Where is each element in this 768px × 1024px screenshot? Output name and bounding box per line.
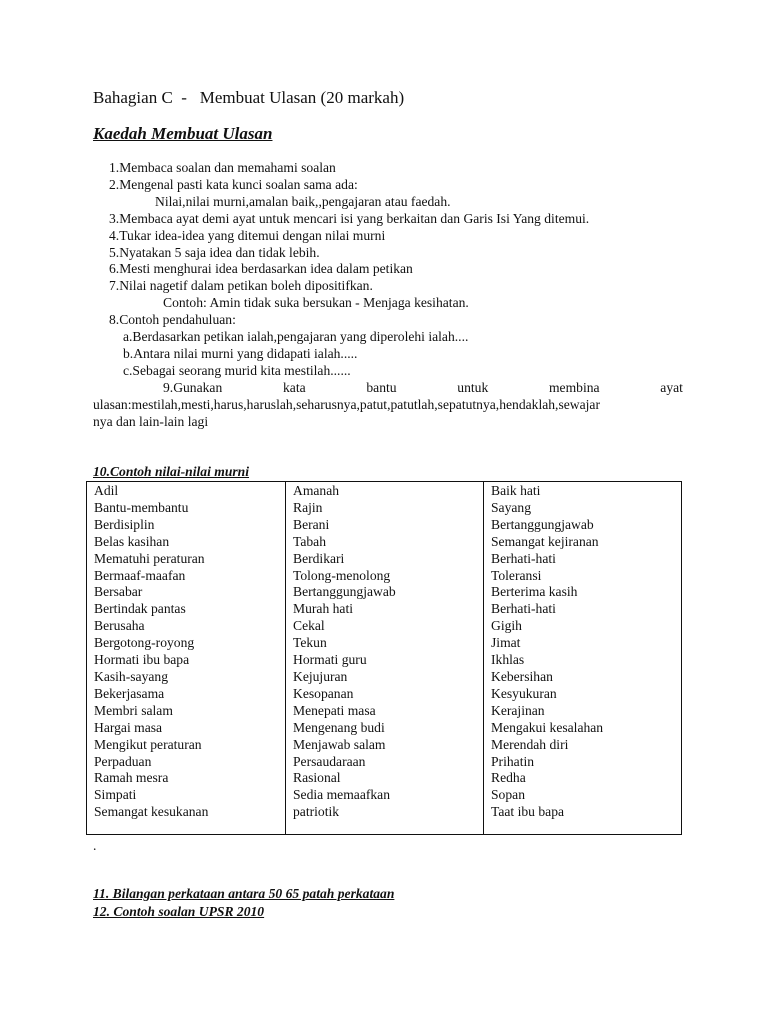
table-cell: Berani [293,516,330,532]
table-cell: Persaudaraan [293,753,366,769]
table-cell: Bertindak pantas [94,601,186,617]
values-table [86,481,682,835]
table-cell: Berdisiplin [94,516,155,532]
table-cell: Berdikari [293,550,345,566]
table-cell: Bersabar [94,584,143,600]
table-cell: Menjawab salam [293,736,386,752]
table-cell: Mengikut peraturan [94,736,202,752]
table-cell: Berhati-hati [491,601,556,617]
page-title: Bahagian C - Membuat Ulasan (20 markah) [93,88,405,107]
table-cell: Mematuhi peraturan [94,550,205,566]
step-8b: b.Antara nilai murni yang didapati ialah..... [123,345,358,361]
step-8a: a.Berdasarkan petikan ialah,pengajaran yang diperolehi ialah.... [123,329,469,345]
table-cell: Redha [491,770,526,786]
section-10-title: 10.Contoh nilai-nilai murni [93,464,250,479]
step-5: 5.Nyatakan 5 saja idea dan tidak lebih. [109,244,320,260]
table-cell: Kasih-sayang [94,668,168,684]
table-cell: Bermaaf-maafan [94,567,186,583]
table-cell: Prihatin [491,753,535,769]
table-cell: Sopan [491,787,525,803]
step-8: 8.Contoh pendahuluan: [109,312,236,328]
table-cell: Amanah [293,483,340,498]
table-cell: Ikhlas [491,652,525,668]
table-cell: Ramah mesra [94,770,169,786]
step-9-word: 9.Gunakan [163,379,223,395]
section-11-title: 11. Bilangan perkataan antara 50 65 patah perkataan [93,886,395,901]
table-cell: Sedia memaafkan [293,787,391,803]
table-cell: Jimat [491,635,521,651]
table-cell: Taat ibu bapa [491,804,565,820]
table-cell: Murah hati [293,601,354,617]
table-cell: Hormati guru [293,652,367,668]
table-cell: Kesyukuran [491,685,557,701]
steps-list [93,160,683,431]
step-3: 3.Membaca ayat demi ayat untuk mencari isi yang berkaitan dan Garis Isi Yang ditemui. [109,210,590,226]
step-7-example: Contoh: Amin tidak suka bersukan - Menjaga kesihatan. [163,295,469,311]
table-cell: Kerajinan [491,702,545,718]
table-cell: Berterima kasih [491,584,578,600]
section-12-title: 12. Contoh soalan UPSR 2010 [93,904,265,919]
step-1: 1.Membaca soalan dan memahami soalan [109,160,336,175]
step-4: 4.Tukar idea-idea yang ditemui dengan nilai murni [109,227,386,243]
values-column-1 [87,482,285,834]
table-cell: Rajin [293,499,323,515]
step-2-detail: Nilai,nilai murni,amalan baik,,pengajaran atau faedah. [155,193,451,209]
step-8c: c.Sebagai seorang murid kita mestilah...... [123,362,351,378]
values-column-3 [483,482,681,834]
table-cell: Hargai masa [94,719,163,735]
table-cell: Menepati masa [293,702,376,718]
table-cell: Berhati-hati [491,550,556,566]
table-cell: Perpaduan [94,753,152,769]
table-cell: Gigih [491,618,522,634]
table-cell: patriotik [293,804,340,820]
table-cell: Merendah diri [491,736,569,752]
table-cell: Adil [94,483,119,498]
table-cell: Mengakui kesalahan [491,719,604,735]
table-cell: Bergotong-royong [94,635,195,651]
table-cell: Bantu-membantu [94,499,189,515]
table-cell: Bekerjasama [94,685,165,701]
table-cell: Semangat kesukanan [94,804,209,820]
table-cell: Belas kasihan [94,533,170,549]
table-cell: Sayang [491,499,532,515]
table-cell: Membri salam [94,702,173,718]
step-9-line-2: ulasan:mestilah,mesti,harus,haruslah,seharusnya,patut,patutlah,sepatutnya,hendaklah,sewajar [93,396,600,412]
step-9-word: membina [548,379,600,395]
step-9-line-1 [93,380,683,397]
table-cell: Berusaha [94,618,145,634]
table-cell: Baik hati [491,483,541,498]
step-7: 7.Nilai nagetif dalam petikan boleh dipositifkan. [109,278,373,294]
step-2: 2.Mengenal pasti kata kunci soalan sama ada: [109,176,358,192]
table-cell: Kejujuran [293,668,348,684]
table-cell: Rasional [293,770,341,786]
step-9-line-3: nya dan lain-lain lagi [93,413,209,429]
table-cell: Mengenang budi [293,719,385,735]
table-cell: Toleransi [491,567,542,583]
stray-dot: . [93,838,97,853]
table-cell: Semangat kejiranan [491,533,599,549]
table-cell: Tabah [293,533,327,549]
section-heading: Kaedah Membuat Ulasan [93,124,273,143]
step-6: 6.Mesti menghurai idea berdasarkan idea dalam petikan [109,261,413,277]
table-cell: Bertanggungjawab [293,584,396,600]
table-cell: Kesopanan [293,685,354,701]
step-9-word: bantu [366,379,397,395]
table-cell: Tekun [293,635,327,651]
table-cell: Hormati ibu bapa [94,652,190,668]
table-cell: Cekal [293,618,325,634]
step-9-word: untuk [457,379,489,395]
values-column-2 [285,482,483,834]
table-cell: Tolong-menolong [293,567,391,583]
step-9-word: ayat [660,379,683,395]
table-cell: Simpati [94,787,137,803]
step-9-word: kata [283,379,306,395]
table-cell: Bertanggungjawab [491,516,594,532]
table-cell: Kebersihan [491,668,553,684]
